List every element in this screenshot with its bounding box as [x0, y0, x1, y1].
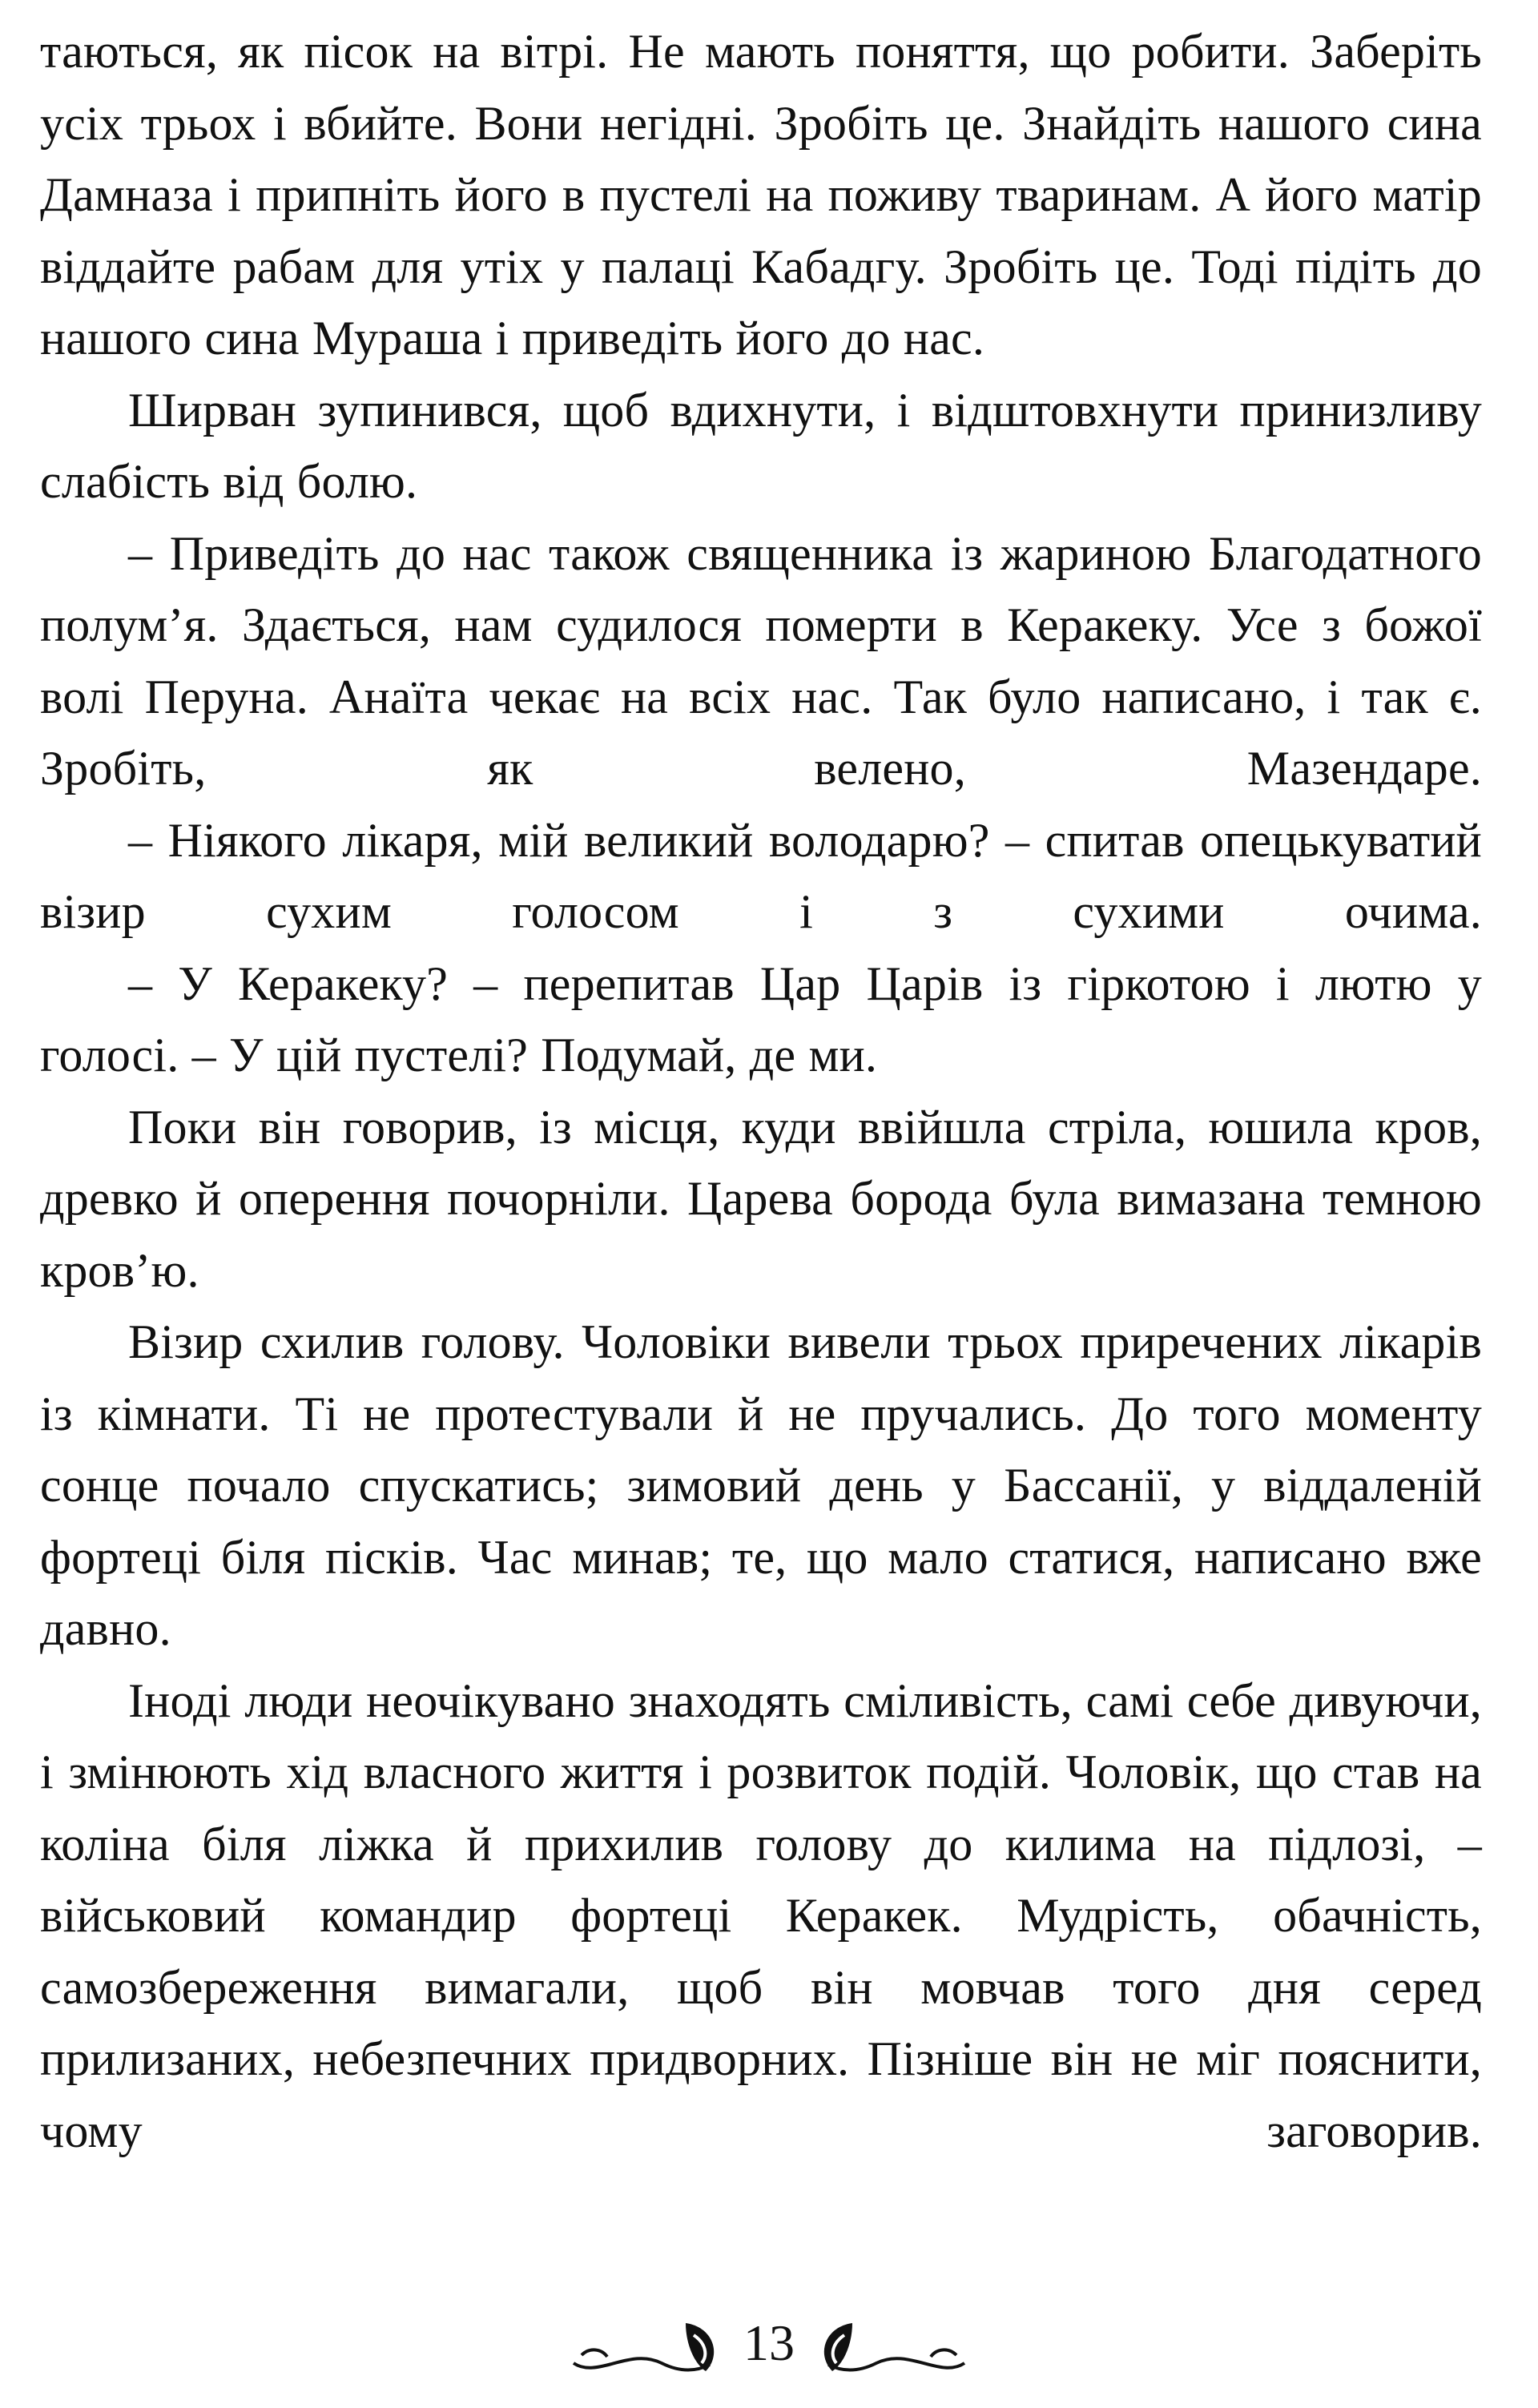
paragraph-6: Поки він говорив, із місця, куди ввійшла стріла, юшила кров, древко й оперення почорніли. Царева борода була вимазана темною кров’ю.: [40, 1100, 1482, 1297]
paragraph-4: – Ніякого лікаря, мій великий володарю? – спитав опецькуватий візир сухим голосом і з сухими очима.: [40, 813, 1482, 938]
fleuron-left-icon: [566, 2307, 726, 2379]
paragraph-5: – У Керакеку? – перепитав Цар Царів із гіркотою і лютю у голосі. – У цій пустелі? Подумай, де ми.: [40, 956, 1482, 1081]
paragraph-7: Візир схилив голову. Чоловіки вивели трьох приречених лікарів із кімнати. Ті не протестували й не пручались. До того моменту сонце почало спускатись; зимовий день у Бассанії, у віддаленій фортеці біля пісків. Час минав; те, що мало статися, написано вже давно.: [40, 1315, 1482, 1655]
page-number: 13: [743, 2314, 795, 2371]
page-footer: [0, 2299, 1538, 2387]
paragraph-2: Ширван зупинився, щоб вдихнути, і відштовхнути принизливу слабість від болю.: [40, 383, 1482, 508]
fleuron-right-icon: [812, 2307, 972, 2379]
paragraph-3: – Приведіть до нас також священника із жариною Благодатного полум’я. Здається, нам судилося померти в Керакеку. Усе з божої волі Перуна. Анаїта чекає на всіх нас. Так було написано, і так є. Зробіть, як велено, Мазендаре.: [40, 526, 1482, 795]
paragraph-1: таються, як пісок на вітрі. Не мають поняття, що робити. Заберіть усіх трьох і вбийте. Вони негідні. Зробіть це. Знайдіть нашого сина Дамназа і припніть його в пустелі на поживу тваринам. А його матір віддайте рабам для утіх у палаці Кабадгу. Зробіть це. Тоді підіть до нашого сина Мураша і приведіть його до нас.: [40, 25, 1482, 364]
book-page-text: [40, 16, 1482, 2167]
paragraph-8: Іноді люди неочікувано знаходять сміливість, самі себе дивуючи, і змінюють хід власного життя і розвиток подій. Чоловік, що став на коліна біля ліжка й прихилив голову до килима на підлозі, – військовий командир фортеці Керакек. Мудрість, обачність, самозбереження вимагали, щоб він мовчав того дня серед прилизаних, небезпечних придворних. Пізніше він не міг пояснити, чому заговорив.: [40, 1673, 1482, 2157]
